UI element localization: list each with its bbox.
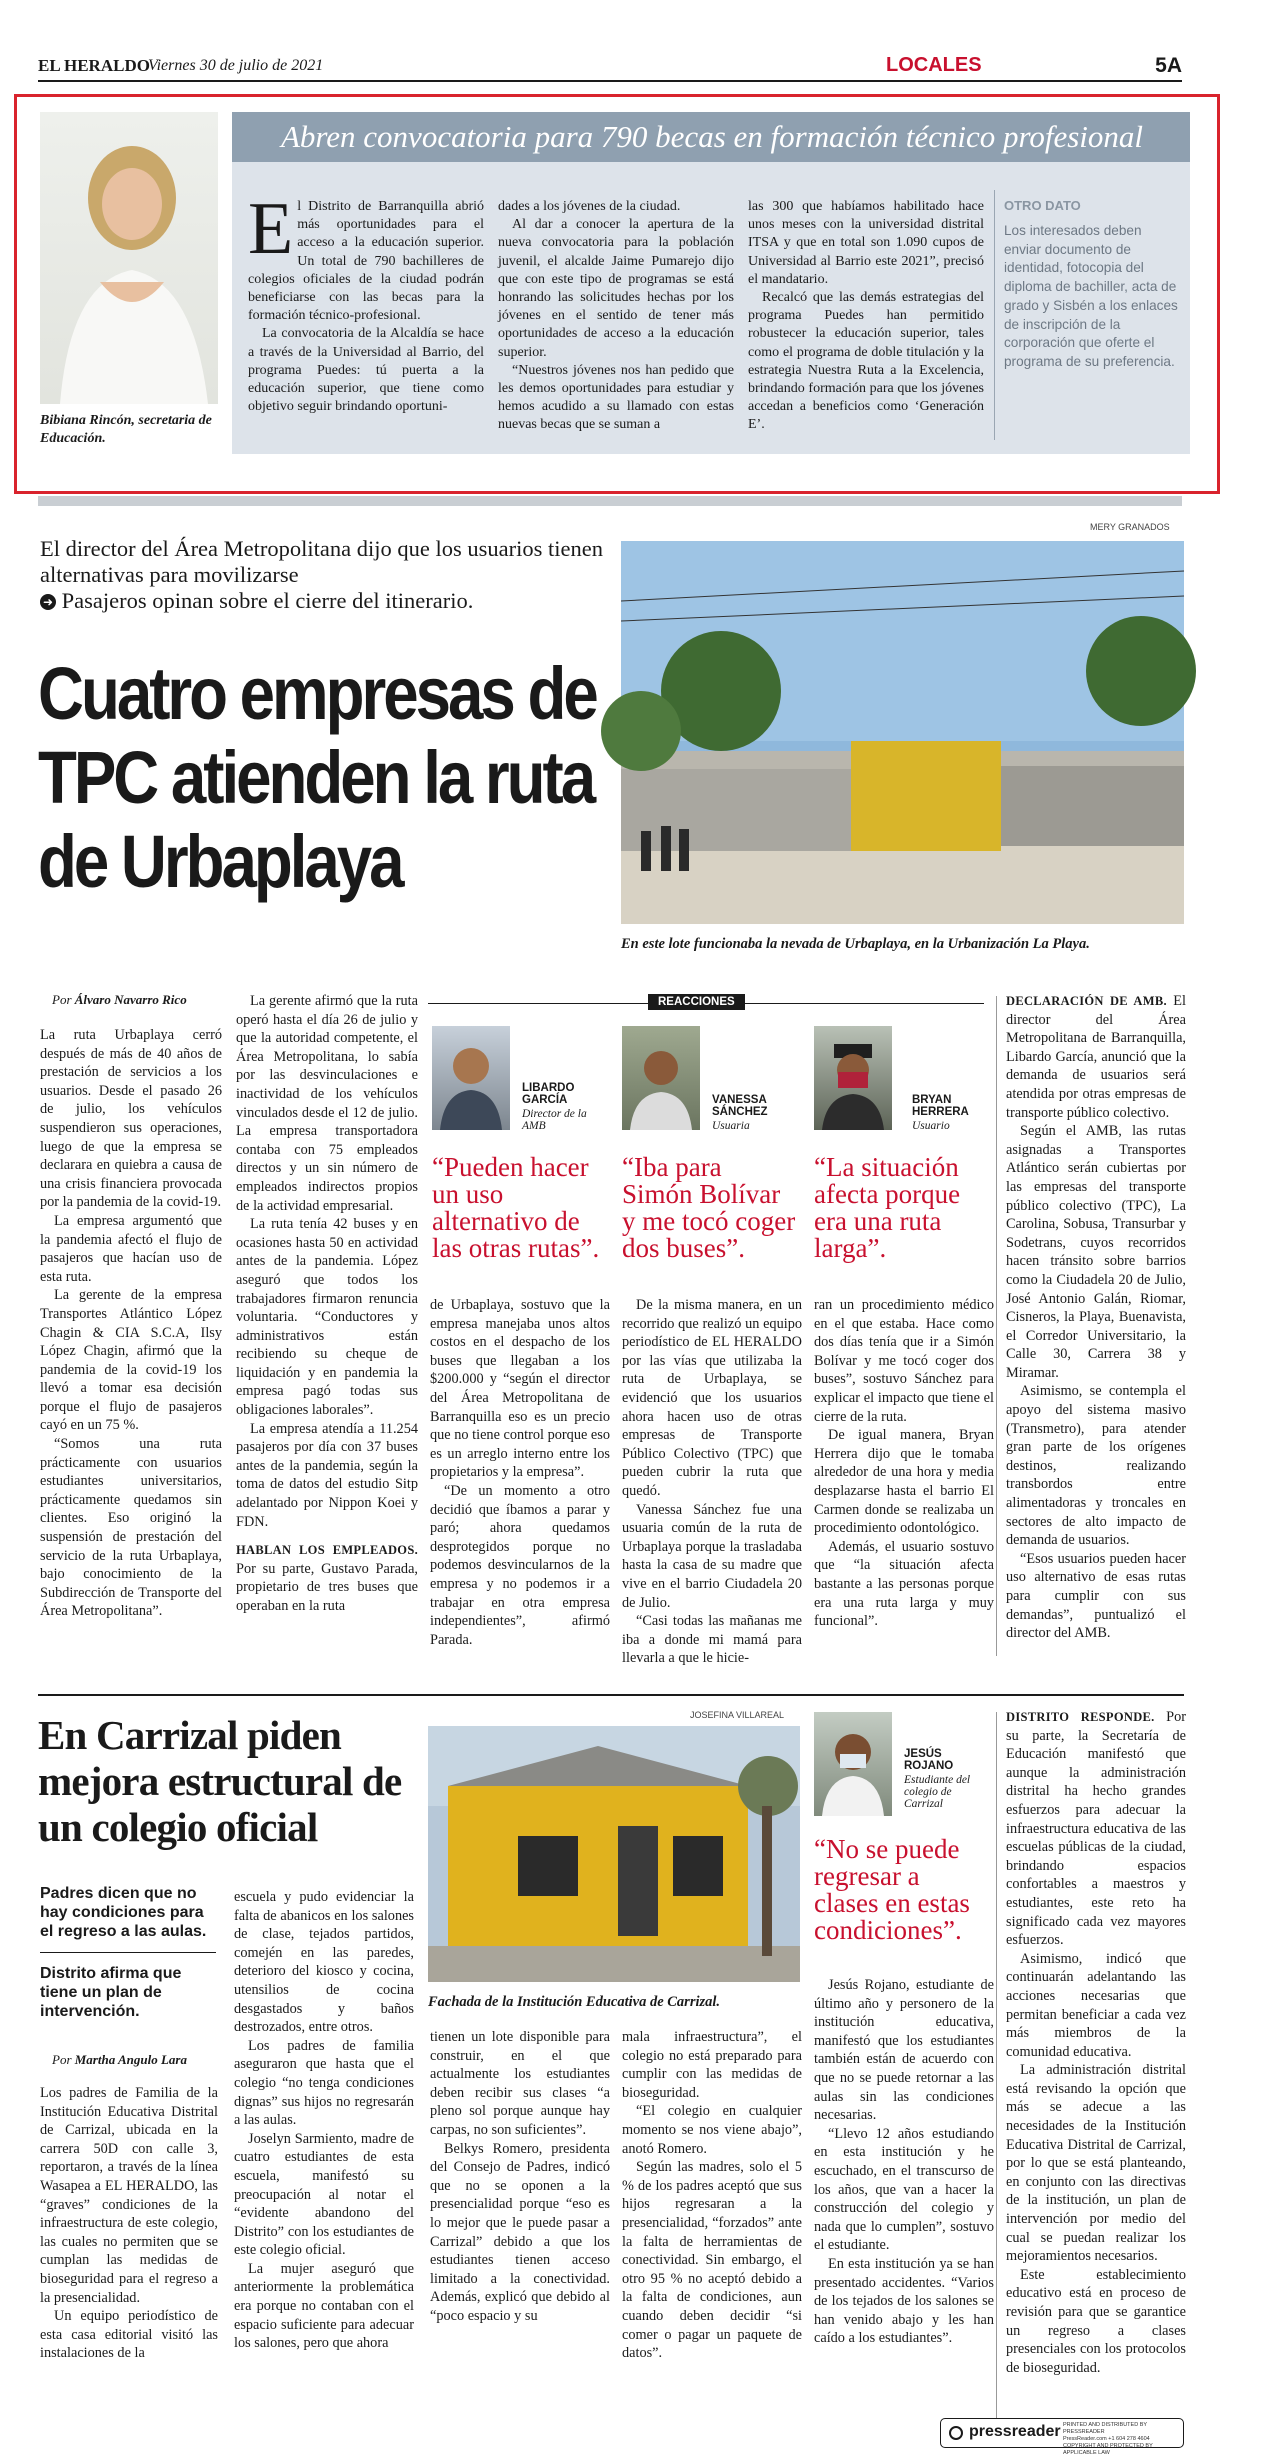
carrizal-paragraph: Los padres de Familia de la Institución Educativa Distrital de Carrizal, ubicada en la carrera 50D con calle 3, reportaron, a través de la línea Wasapea a EL HERALDO, las “graves” condiciones de la infraestructura de este colegio, las cuales no permiten que se cumplan las medidas de bioseguridad para el regreso a la presencialidad. <box>40 2085 218 2306</box>
avatar <box>432 1026 510 1130</box>
carrizal-paragraph: escuela y pudo evidenciar la falta de abanicos en los salones de clase, tejados partidos, comején en las paredes, deterioro del kiosco y cocina, utensilios de cocina desgastados y baños destrozados, entre otros. <box>234 1889 414 2036</box>
avatar <box>814 1712 892 1816</box>
reacciones-label: REACCIONES <box>648 994 745 1010</box>
tpc-paragraph: Además, el usuario sostuvo que “la situación afecta bastante a las personas porque era una ruta larga y muy funcional”. <box>814 1538 994 1630</box>
person-quote: “La situación afecta porque era una ruta larga”. <box>814 1152 961 1263</box>
byline-prefix: Por <box>52 992 72 1007</box>
person-name: JESÚS ROJANO <box>904 1748 954 1772</box>
person-photo-icon <box>40 112 218 404</box>
section-separator <box>38 496 1182 506</box>
tpc-paragraph <box>1006 992 1186 1122</box>
becas-paragraph: “Nuestros jóvenes nos han pedido que les demos oportunidades para estudiar y hemos acudido a su llamado con estas nuevas becas que se suman a <box>498 362 734 433</box>
pressreader-logo-icon <box>949 2426 963 2440</box>
tpc-paragraph: ran un procedimiento médico en el que estaba. Hace como dos días tenía que ir a Simón Bolívar y me tocó coger dos buses”, sostuvo Sánchez para explicar el impacto que tiene el cierre de la ruta. <box>814 1297 994 1425</box>
deck-rule <box>40 1952 216 1953</box>
section-name: LOCALES <box>886 54 982 76</box>
becas-paragraph: Al dar a conocer la apertura de la nueva convocatoria para la población juvenil, el alcalde Jaime Pumarejo dijo que con este tipo de programas se está honrando las solicitudes hechas por los jóvenes en el sentido de tener más oportunidades de acceso a la educación superior. <box>498 217 734 360</box>
column-divider <box>996 996 997 1656</box>
tpc-col-3 <box>430 1296 610 1656</box>
tpc-col-4 <box>622 1296 802 1667</box>
carrizal-col-1 <box>40 2084 218 2414</box>
pressreader-brand: pressreader <box>969 2423 1061 2440</box>
person-quote: “Pueden hacer un uso alternativo de las otras rutas”. <box>432 1152 600 1263</box>
tpc-byline <box>52 992 187 1008</box>
tpc-deck <box>40 536 622 614</box>
person-card <box>432 1026 608 1276</box>
person-name: VANESSA SÁNCHEZ <box>712 1094 768 1118</box>
person-card <box>814 1026 990 1276</box>
person-name: LIBARDO GARCÍA <box>522 1082 575 1106</box>
otro-dato-text: Los interesados deben enviar documento de identidad, fotocopia del diploma de bachiller, acta de grado y Sisbén a los enlaces de inscripción de la corporación que oferte el programa de su preferencia. <box>1004 223 1178 369</box>
otro-dato-divider <box>994 190 995 440</box>
tpc-paragraph: De igual manera, Bryan Herrera dijo que le tomaba alrededor de una hora y media desplazarse hasta el barrio El Carmen donde se realizaba un procedimiento odontológico. <box>814 1427 994 1537</box>
person-card <box>622 1026 798 1276</box>
carrizal-paragraph: La mujer aseguró que anteriormente la problemática era porque no contaban con el espacio suficiente para adecuar los salones, pero que ahora <box>234 2260 414 2352</box>
otro-dato-label: OTRO DATO <box>1004 198 1081 213</box>
page-header <box>38 52 1182 82</box>
carrizal-deck-2: Distrito afirma que tiene un plan de intervención. <box>40 1965 182 2020</box>
tpc-paragraph: “Casi todas las mañanas me iba a donde mi mamá para llevarla a que le hicie- <box>622 1613 802 1667</box>
tpc-col-5 <box>814 1296 994 1656</box>
becas-headline-bar <box>232 112 1190 162</box>
carrizal-paragraph: Belkys Romero, presidenta del Consejo de Padres, indicó que no se oponen a la presencialidad porque “eso es lo mejor que le puede pasar a Carrizal” debido a que los estudiantes tienen acceso limitado a la conectividad. Además, explicó que debido al “poco espacio y su <box>430 2140 610 2324</box>
byline-author: Martha Angulo Lara <box>74 2052 187 2067</box>
tpc-deck-text: El director del Área Metropolitana dijo que los usuarios tienen alternativas para movilizarse <box>40 536 603 587</box>
carrizal-paragraph: mala infraestructura”, el colegio no está preparado para cumplir con las medidas de bioseguridad. <box>622 2029 802 2101</box>
tpc-photo-caption: En este lote funcionaba la nevada de Urbaplaya, en la Urbanización La Playa. <box>621 936 1090 952</box>
tpc-paragraph <box>236 1541 418 1615</box>
carrizal-paragraph: Asimismo, indicó que continuarán adelantando las acciones necesarias que permitan beneficiar a cada vez más miembros de la comunidad educativa. <box>1006 1950 1186 2060</box>
tpc-col-1 <box>40 1026 222 1656</box>
carrizal-paragraph: Jesús Rojano, estudiante de último año y personero de la institución educativa, manifestó que los estudiantes también están de acuerdo con que no se puede retornar a las aulas sin las condiciones necesarias. <box>814 1977 994 2124</box>
dropcap: E <box>248 188 294 270</box>
carrizal-col-6 <box>1006 1708 1186 2418</box>
header-date: Viernes 30 de julio de 2021 <box>148 57 324 74</box>
person-name: BRYAN HERRERA <box>912 1094 969 1118</box>
fine-print-line: COPYRIGHT AND PROTECTED BY APPLICABLE LAW <box>1063 2443 1153 2456</box>
header-rule <box>38 80 1182 82</box>
carrizal-col-2 <box>234 1888 414 2418</box>
person-role: Director de la AMB <box>522 1108 587 1132</box>
carrizal-paragraph: La administración distrital está revisando la opción que más se adecue a las necesidades de la Institución Educativa Distrital de Carrizal, por lo que se está planteando, en conjunto con las directivas de la institución, un plan de intervención por medio del cual se puedan realizar los mejoramientos necesarios. <box>1006 2062 1186 2265</box>
becas-paragraph: Recalcó que las demás estrategias del programa Puedes han permitido robustecer la educación superior, tales como el programa de doble titulación y la estrategia Nuestra Ruta a la Excelencia, brindando formación para que los jóvenes accedan a beneficios como ‘Generación E’. <box>748 290 984 433</box>
person-quote: “No se puede regresar a clases en estas condiciones”. <box>814 1834 970 1945</box>
carrizal-photo <box>428 1726 800 1982</box>
tpc-paragraph: La empresa atendía a 11.254 pasajeros por día con 37 buses antes de la pandemia, según la toma de datos del estudio Sitp adelantado por Nippon Koei y FDN. <box>236 1420 418 1530</box>
carrizal-paragraph: Este establecimiento educativo está en proceso de revisión para que se garantice un regreso a clases presenciales con los protocolos de bioseguridad. <box>1006 2266 1186 2376</box>
avatar <box>622 1026 700 1130</box>
carrizal-paragraph: “Llevo 12 años estudiando en esta institución y he escuchado, en el transcurso de los años, que van a hacer la construcción del colegio y nada que lo cumplen”, sostuvo el estudiante. <box>814 2125 994 2254</box>
becas-paragraph: l Distrito de Barranquilla abrió más oportunidades para el acceso a la educación superior. Un total de 790 bachilleres de colegios oficiales de la ciudad podrán beneficiarse con las becas para la formación técnico-profesional. <box>248 199 484 324</box>
tpc-paragraph: La empresa argumentó que la pandemia afectó el flujo de pasajeros que hacían uso de esta ruta. <box>40 1212 222 1285</box>
carrizal-paragraph <box>1006 1708 1186 1950</box>
becas-headline: Abren convocatoria para 790 becas en formación técnico profesional <box>280 119 1144 154</box>
pressreader-badge[interactable] <box>940 2418 1184 2456</box>
subhead: HABLAN LOS EMPLEADOS. <box>236 1543 418 1558</box>
carrizal-paragraph: Los padres de familia aseguraron que hasta que el colegio “no tenga condiciones dignas” sus hijos no regresarán a las aulas. <box>234 2037 414 2129</box>
byline-author: Álvaro Navarro Rico <box>74 992 187 1007</box>
paper-name: EL HERALDO <box>38 56 150 75</box>
tpc-paragraph: La gerente de la empresa Transportes Atlántico López Chagin & CIA S.C.A, Ilsy López Chagin, afirmó que la pandemia de la covid-19 los llevó a tomar esa decisión porque el flujo de pasajeros cayó en un 75 %. <box>40 1287 222 1434</box>
carrizal-paragraph: En esta institución ya se han presentado accidentes. “Varios de los tejados de los salones se han venido abajo y les han caído a los estudiantes”. <box>814 2255 994 2347</box>
section-rule <box>38 1694 1184 1696</box>
photo-credit: MERY GRANADOS <box>1090 522 1170 532</box>
carrizal-paragraph: Un equipo periodístico de esta casa editorial visitó las instalaciones de la <box>40 2308 218 2362</box>
column-divider <box>996 1712 997 2418</box>
urbaplaya-lot-photo <box>621 541 1184 924</box>
carrizal-photo-caption: Fachada de la Institución Educativa de Carrizal. <box>428 1994 721 2010</box>
pressreader-fine-print <box>1063 2422 1183 2457</box>
becas-col-2 <box>498 198 734 438</box>
carrizal-headline: En Carrizal piden mejora estructural de un colegio oficial <box>38 1712 402 1850</box>
tpc-paragraph: de Urbaplaya, sostuvo que la empresa manejaba unos altos costos en el despacho de los buses que llegaban a los $200.000 y “según el director del Área Metropolitana de Barranquilla eso es un precio que no tiene control porque eso es un arreglo interno entre los propietarios y la empresa”. <box>430 1297 610 1481</box>
person-card <box>814 1712 994 1952</box>
tpc-paragraph: Asimismo, se contempla el apoyo del sistema masivo (Transmetro), para atender gran parte de los orígenes destinos, realizando transbordos entre alimentadoras y troncales en sectores de alto impacto de demanda de usuarios. <box>1006 1383 1186 1549</box>
becas-paragraph: dades a los jóvenes de la ciudad. <box>498 199 681 214</box>
tpc-paragraph: Según el AMB, las rutas asignadas a Transportes Atlántico serán cubiertas por las empresas del transporte público colectivo (TPC), La Carolina, Sobusa, Transurbar y Sodetrans, cuyos recorridos hacen tránsito sobre barrios como la Ciudadela 20 de Julio, José Antonio Galán, Riomar, Cisneros, la Playa, Buenavista, el Corredor Universitario, la Calle 30, Carrera 38 y Miramar. <box>1006 1123 1186 1381</box>
byline-prefix: Por <box>52 2052 72 2067</box>
tpc-paragraph: “Somos una ruta prácticamente con usuarios estudiantes universitarios, prácticamente quedamos sin clientes. Eso originó la suspensión de prestación del servicio de la ruta Urbaplaya, bajo conocimiento de la Subdirección de Transporte del Área Metropolitana”. <box>40 1436 222 1620</box>
becas-col-1 <box>248 188 484 438</box>
carrizal-paragraph: “El colegio en cualquier momento se nos viene abajo”, anotó Romero. <box>622 2103 802 2157</box>
carrizal-paragraph: Según las madres, solo el 5 % de los padres aceptó que sus hijos regresaran a la presencialidad, “forzados” ante la falta de herramientas de conectividad. Sin embargo, el otro 95 % no aceptó debido a la falta de condiciones, aun cuando deben decidir “si comer o pagar un paquete de datos”. <box>622 2159 802 2362</box>
carrizal-byline <box>52 2052 187 2068</box>
tpc-deck-bullet: Pasajeros opinan sobre el cierre del itinerario. <box>61 588 474 613</box>
carrizal-deck-1: Padres dicen que no hay condiciones para el regreso a las aulas. <box>40 1885 207 1940</box>
becas-col-3 <box>748 198 984 438</box>
carrizal-col-4 <box>622 2028 802 2418</box>
page-number: 5A <box>1155 54 1182 77</box>
tpc-paragraph: La gerente afirmó que la ruta operó hasta el día 26 de julio y que la autoridad competente, el Área Metropolitana, lo sabía por las desvinculaciones e inactividad de los vehículos vinculados desde el 12 de julio. La empresa transportadora contaba con 75 empleados directos y un sin número de empleados indirectos propios de la actividad empresarial. <box>236 993 418 1214</box>
tpc-paragraph: “Esos usuarios pueden hacer uso alternativo de esas rutas para cumplir con sus demandas”, puntualizó el director del AMB. <box>1006 1550 1186 1642</box>
subhead-text: El director del Área Metropolitana de Barranquilla, Libardo García, anunció que la demanda de usuarios será atendida por otras empresas de transporte público colectivo. <box>1006 993 1186 1121</box>
tpc-paragraph: La ruta tenía 42 buses y en ocasiones hasta 50 en actividad antes de la pandemia. López aseguró que todos los trabajadores firmaron renuncia voluntaria. “Conductores y administrativos están recibiendo su cheque de liquidación y en pandemia la empresa pagó todas sus obligaciones laborales”. <box>236 1216 418 1419</box>
person-role: Usuaria <box>712 1120 750 1132</box>
tpc-col-6 <box>1006 992 1186 1656</box>
fine-print-line: PressReader.com +1 604 278 4604 <box>1063 2436 1150 2442</box>
photo-credit: JOSEFINA VILLAREAL <box>690 1710 785 1720</box>
tpc-paragraph: La ruta Urbaplaya cerró después de más de 40 años de prestación de servicios a los usuarios. Desde el pasado 26 de julio, los vehículos suspendieron sus operaciones, luego de que la empresa se declarara en quiebra a causa de una crisis financiera provocada por la pandemia de la covid-19. <box>40 1027 222 1211</box>
tpc-headline: Cuatro empresas de TPC atienden la ruta de Urbaplaya <box>38 652 596 903</box>
subhead: DECLARACIÓN DE AMB. <box>1006 994 1167 1008</box>
subhead-text: Por su parte, Gustavo Parada, propietario de tres buses que operaban en la ruta <box>236 1560 418 1614</box>
person-role: Usuario <box>912 1120 950 1132</box>
tpc-paragraph: De la misma manera, en un recorrido que realizó un equipo periodístico de EL HERALDO por las vías que utilizaba la ruta de Urbaplaya, se evidenció que los usuarios ahora hacen uso de otras empresas de Transporte Público Colectivo (TPC) que pueden cubrir la ruta que quedó. <box>622 1297 802 1499</box>
avatar <box>814 1026 892 1130</box>
bullet-arrow-icon: ➜ <box>40 594 56 610</box>
carrizal-paragraph: tienen un lote disponible para construir, en el que actualmente los estudiantes deben recibir sus clases “a pleno sol porque aunque hay carpas, no son suficientes”. <box>430 2029 610 2138</box>
becas-photo <box>40 112 218 404</box>
carrizal-paragraph: Joselyn Sarmiento, madre de cuatro estudiantes de esta escuela, manifestó su preocupación al notar el “evidente abandono del Distrito” con los estudiantes de este colegio oficial. <box>234 2130 414 2259</box>
becas-paragraph: La convocatoria de la Alcaldía se hace a través de la Universidad al Barrio, del programa Puedes: tú puerta a la educación superior, que tiene como objetivo seguir brindando oportuni- <box>248 326 484 415</box>
school-facade-photo <box>428 1726 800 1982</box>
person-quote: “Iba para Simón Bolívar y me tocó coger dos buses”. <box>622 1152 796 1263</box>
tpc-paragraph: Vanessa Sánchez fue una usuaria común de la ruta de Urbaplaya porque la trasladaba hasta la casa de su madre que vive en el barrio Ciudadela 20 de Julio. <box>622 1501 802 1611</box>
tpc-paragraph: “De un momento a otro decidió que íbamos a parar y paró; ahora quedamos desprotegidos porque no podemos desvincularnos de la empresa y no podemos ir a trabajar en otra empresa independientes”, afirmó Parada. <box>430 1482 610 1648</box>
becas-paragraph: las 300 que habíamos habilitado hace unos meses con la universidad distrital ITSA y que en total son 1.090 cupos de Universidad al Barrio este 2021”, precisó el mandatario. <box>748 199 984 287</box>
carrizal-col-5 <box>814 1976 994 2418</box>
subhead: DISTRITO RESPONDE. <box>1006 1710 1155 1724</box>
carrizal-col-3 <box>430 2028 610 2418</box>
subhead-text: Por su parte, la Secretaría de Educación manifestó que aunque la administración distrital ha hecho grandes esfuerzos para adecuar la infraestructura educativa de las escuelas públicas de la ciudad, brindando espacios confortables a maestros y estudiantes, este reto ha significado cada vez mayores esfuerzos. <box>1006 1709 1187 1949</box>
fine-print-line: PRINTED AND DISTRIBUTED BY PRESSREADER <box>1063 2422 1147 2435</box>
tpc-col-2 <box>236 992 418 1654</box>
becas-photo-caption: Bibiana Rincón, secretaria de Educación. <box>40 413 212 446</box>
person-role: Estudiante del colegio de Carrizal <box>904 1774 971 1810</box>
tpc-photo <box>621 541 1184 924</box>
